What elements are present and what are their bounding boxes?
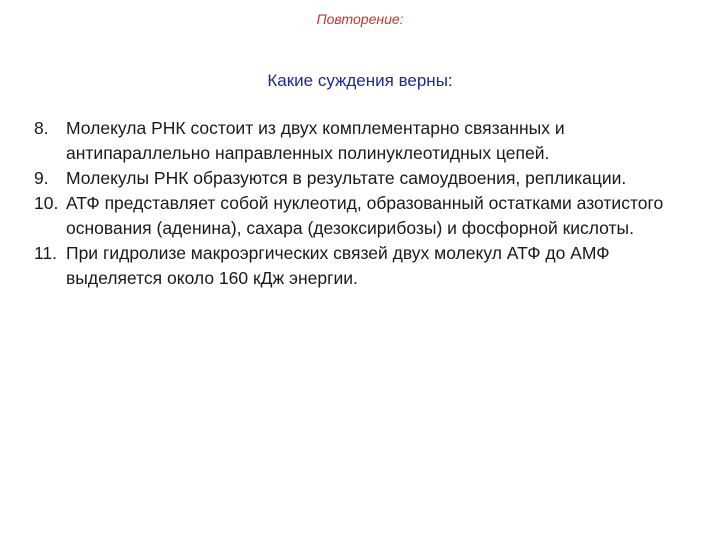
statement-text: Молекулы РНК образуются в результате самоудвоения, репликации. [66,168,627,188]
statement-number: 10. [34,193,59,213]
statement-item [34,191,674,241]
statement-number: 11. [34,243,58,263]
slide-header: Повторение: [316,11,404,27]
statement-item [34,166,674,191]
statement-text: АТФ представляет собой нуклеотид, образованный остатками азотистого основания (аденина), сахара (дезоксирибозы) и фосфорной кислоты. [66,193,664,238]
question-line [0,71,720,91]
statement-text: При гидролизе макроэргических связей двух молекул АТФ до АМФ выделяется около 160 кДж энергии. [66,243,610,288]
statement-number: 8. [34,118,49,138]
question-colon: : [447,71,453,90]
statement-text: Молекула РНК состоит из двух комплементарно связанных и антипараллельно направленных полинуклеотидных цепей. [66,118,565,163]
question-text: Какие суждения верны [267,71,448,90]
statement-list [34,116,674,291]
statement-number: 9. [34,168,49,188]
statement-item [34,241,674,291]
statement-item [34,116,674,166]
